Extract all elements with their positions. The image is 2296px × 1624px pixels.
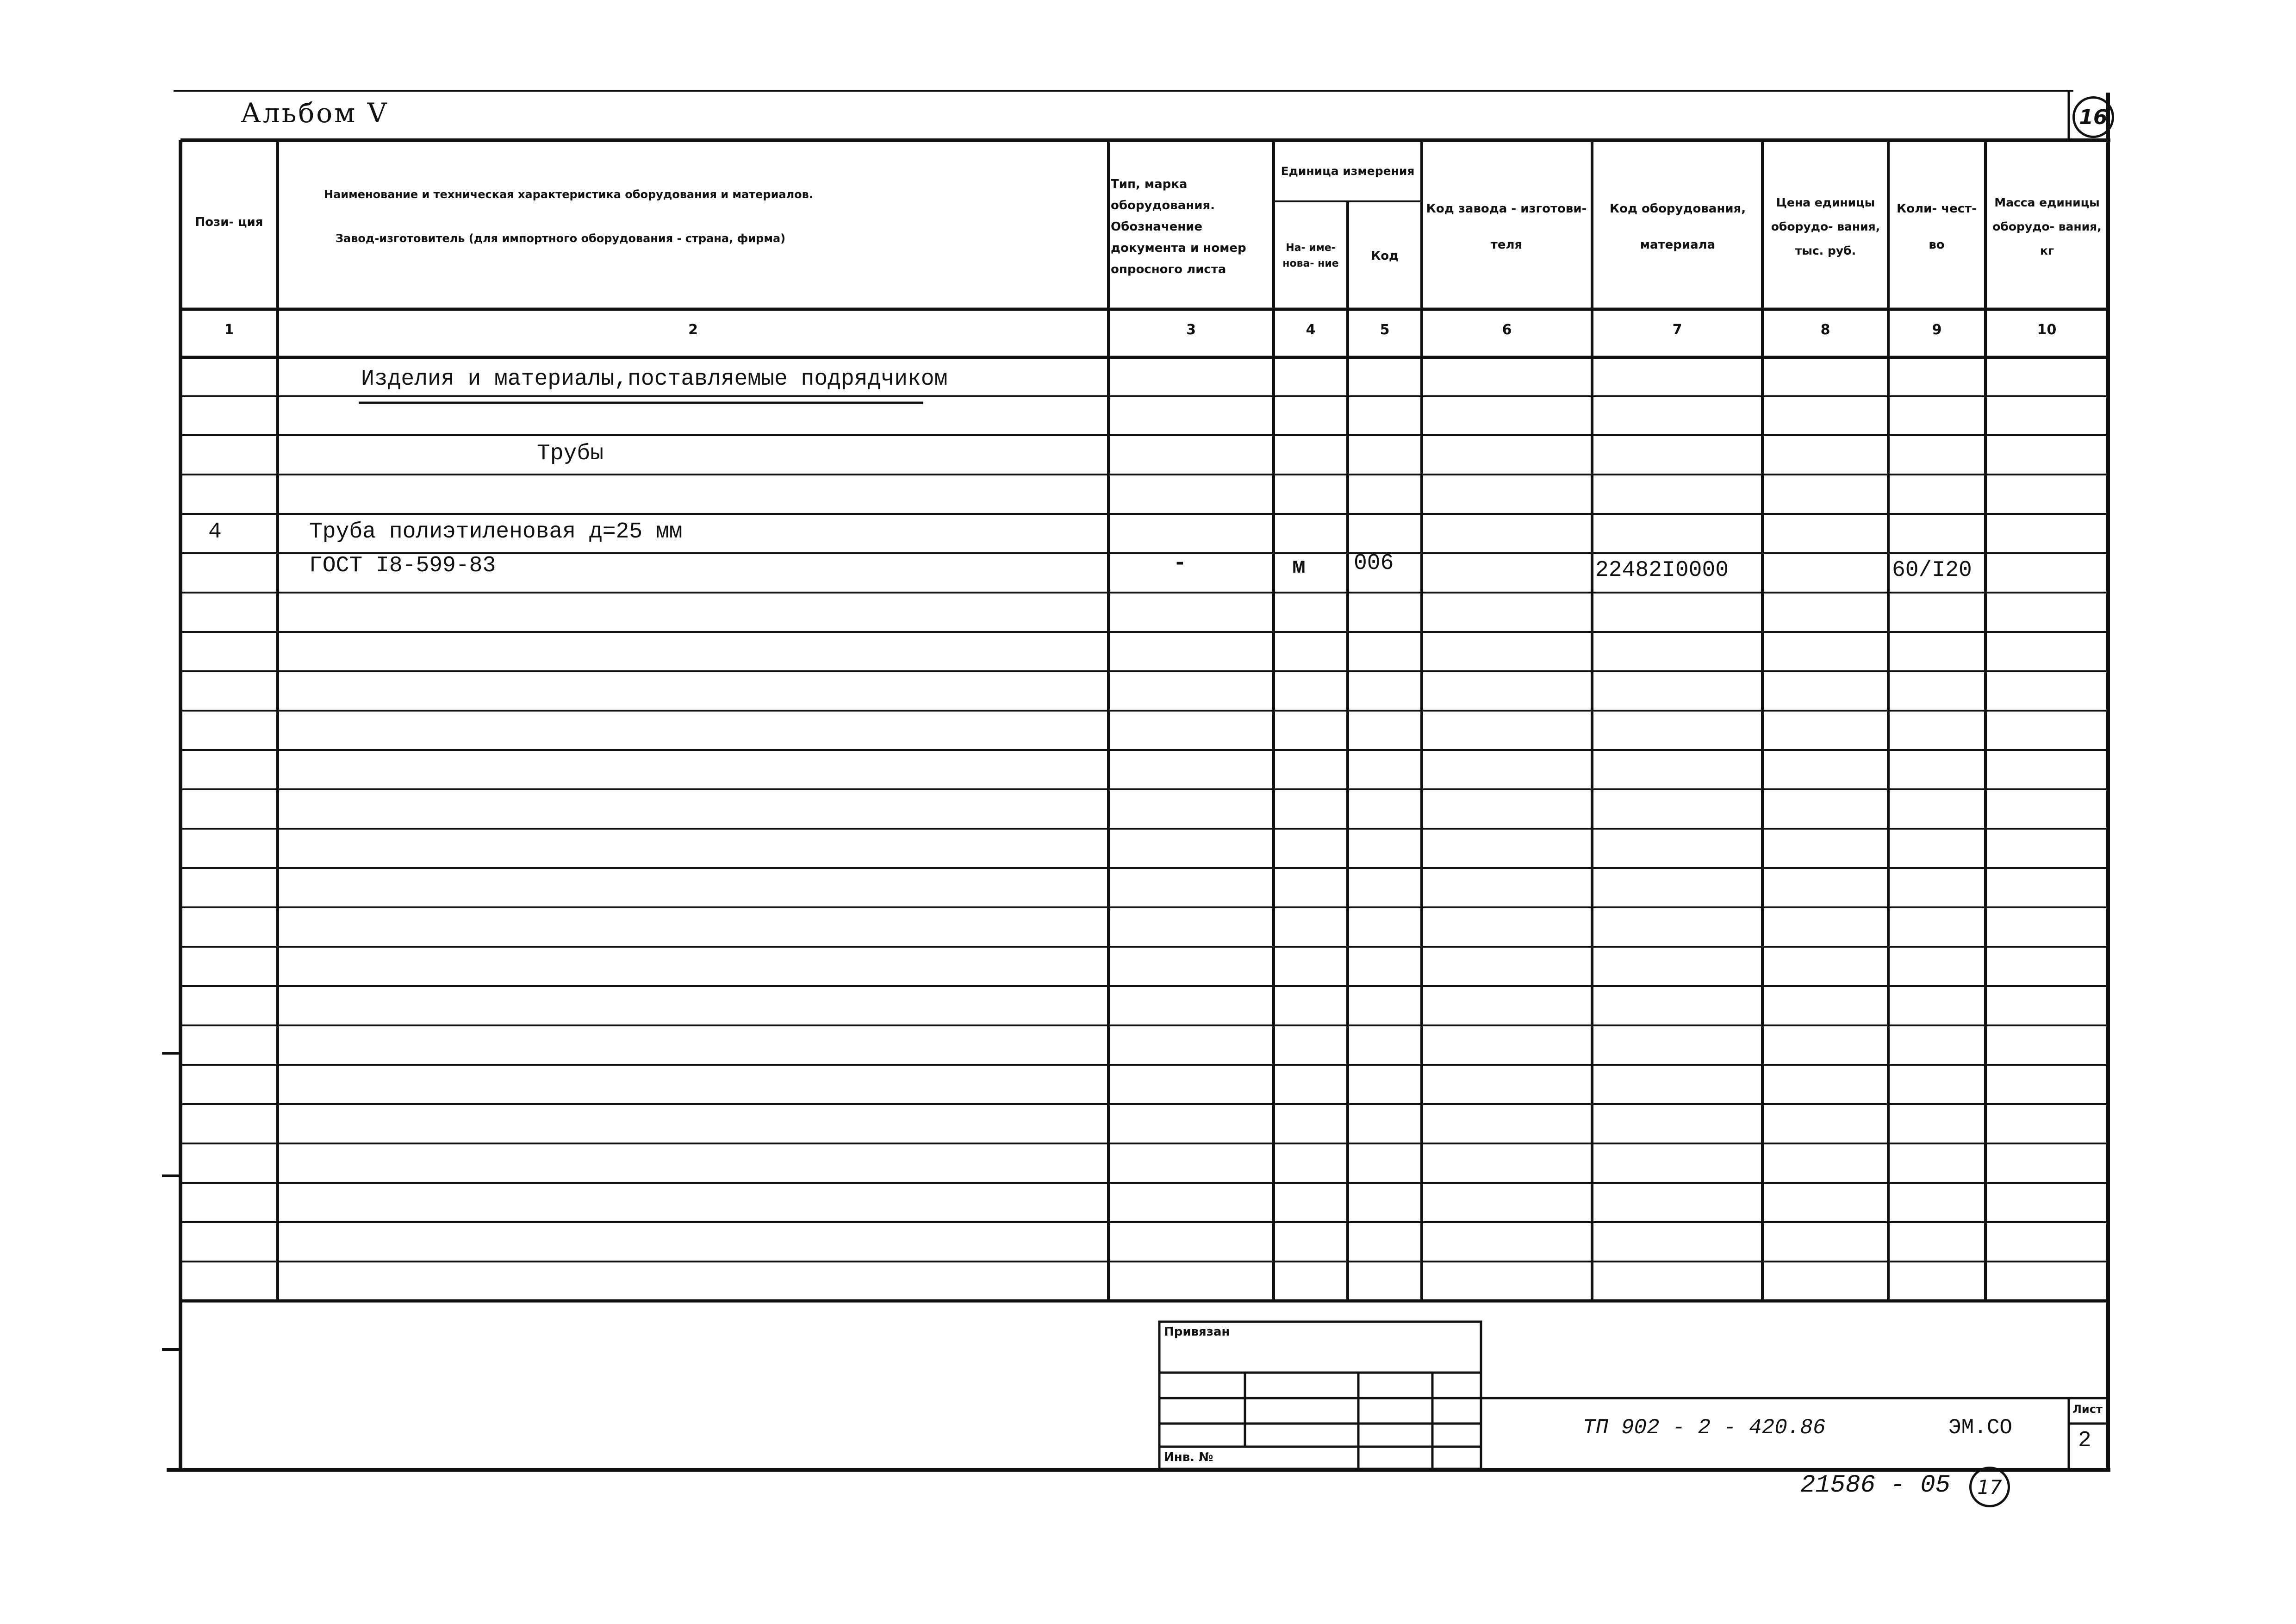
archive-page-circle bbox=[1969, 1467, 2010, 1507]
col-num-7: 7 bbox=[1672, 322, 1682, 338]
archive-number: 21586 - 05 bbox=[1800, 1471, 1951, 1499]
header-equipment-code: Код оборудования, материала bbox=[1609, 202, 1746, 252]
col-num-6: 6 bbox=[1502, 322, 1512, 338]
stamp-sheet-number: 2 bbox=[2078, 1428, 2091, 1453]
col-num-1: 1 bbox=[224, 322, 234, 338]
album-label: Альбом V bbox=[241, 97, 389, 129]
header-unit-price: Цена единицы оборудо- вания, тыс. руб. bbox=[1771, 196, 1880, 257]
item-standard: ГОСТ I8-599-83 bbox=[309, 553, 496, 578]
header-name-line1: Наименование и техническая характеристика оборудования и материалов. bbox=[324, 188, 813, 201]
stamp-sheet-label: Лист bbox=[2072, 1403, 2103, 1416]
archive-page-text: 17 bbox=[1977, 1475, 2002, 1499]
header-unit-name: На- име- нова- ние bbox=[1282, 242, 1339, 269]
col-num-8: 8 bbox=[1820, 322, 1830, 338]
col-num-3: 3 bbox=[1186, 322, 1196, 338]
item-equipment-code: 22482I0000 bbox=[1595, 558, 1729, 583]
header-type-mark: Тип, марка оборудования. Обозначение документа и номер опросного листа bbox=[1111, 177, 1246, 276]
header-unit: Единица измерения bbox=[1281, 164, 1415, 178]
item-position: 4 bbox=[208, 519, 222, 544]
col-num-9: 9 bbox=[1932, 322, 1942, 338]
album-page-number bbox=[2072, 96, 2114, 138]
header-unit-code: Код bbox=[1370, 249, 1399, 263]
item-name: Труба полиэтиленовая д=25 мм bbox=[309, 519, 683, 544]
item-quantity: 60/I20 bbox=[1892, 558, 1972, 583]
header-plant-code: Код завода - изготови- теля bbox=[1426, 202, 1587, 252]
col-num-10: 10 bbox=[2037, 322, 2057, 338]
header-name-line2: Завод-изготовитель (для импортного оборудования - страна, фирма) bbox=[336, 232, 786, 245]
stamp-privyazan: Привязан bbox=[1164, 1325, 1230, 1339]
header-position: Пози- ция bbox=[195, 215, 263, 229]
header-quantity: Коли- чест- во bbox=[1897, 202, 1977, 252]
item-unit-code: 006 bbox=[1354, 551, 1394, 576]
col-num-5: 5 bbox=[1380, 322, 1390, 338]
stamp-section: ЭМ.СО bbox=[1948, 1416, 2013, 1440]
item-unit-name: м bbox=[1292, 555, 1306, 580]
header-unit-mass: Масса единицы оборудо- вания, кг bbox=[1992, 196, 2102, 257]
album-page-number-text: 16 bbox=[2079, 105, 2108, 129]
col-num-4: 4 bbox=[1306, 322, 1316, 338]
item-type-mark: - bbox=[1173, 551, 1187, 576]
section-title: Изделия и материалы,поставляемые подрядчиком bbox=[361, 367, 948, 392]
stamp-doc-code: ТП 902 - 2 - 420.86 bbox=[1583, 1416, 1826, 1440]
col-num-2: 2 bbox=[688, 322, 698, 338]
subsection-title: Трубы bbox=[537, 441, 604, 466]
stamp-inv-no: Инв. № bbox=[1164, 1450, 1213, 1464]
